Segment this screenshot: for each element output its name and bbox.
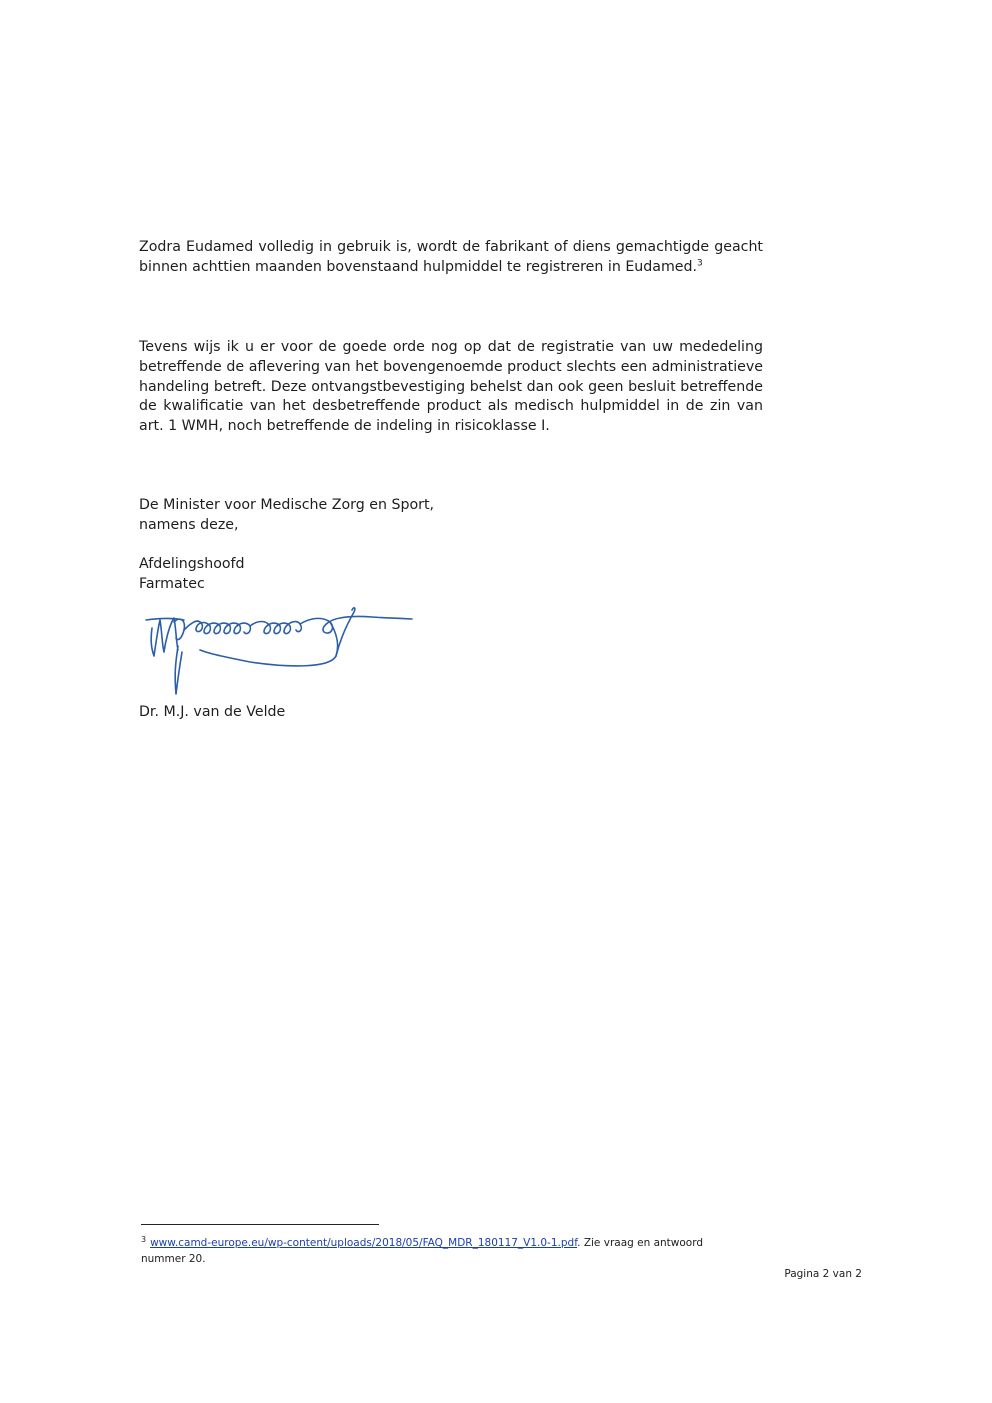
footnote-reference: 3: [697, 258, 703, 269]
paragraph-registration-notice: Tevens wijs ik u er voor de goede orde nog op dat de registratie van uw mededeling betreffende de aflevering van het bovengenoemde product slechts een administratieve handeling betreft. Deze ontvangstbevestiging behelst dan ook geen besluit betreffende de kwalificatie van het desbetreffende product als medisch hulpmiddel in de zin van art. 1 WMH, noch betreffende de indeling in risicoklasse I.: [139, 339, 763, 435]
page-number: Pagina 2 van 2: [784, 1268, 862, 1280]
department-block: [139, 555, 245, 595]
closing-on-behalf-line: namens deze,: [139, 516, 239, 533]
paragraph-eudamed-registration: [139, 238, 763, 278]
department-title: Afdelingshoofd: [139, 556, 245, 572]
signatory-name: Dr. M.J. van de Velde: [139, 704, 286, 720]
footnote-divider: [141, 1224, 379, 1225]
footnote-number: 3: [141, 1234, 147, 1244]
department-name: Farmatec: [139, 575, 205, 592]
footnote-text: . Zie vraag en antwoord nummer 20.: [141, 1237, 704, 1265]
footnote: [141, 1236, 741, 1267]
closing-minister-line: De Minister voor Medische Zorg en Sport,: [139, 497, 435, 513]
paragraph-eudamed-text: Zodra Eudamed volledig in gebruik is, wordt de fabrikant of diens gemachtigde geacht binnen achttien maanden bovenstaand hulpmiddel te registreren in Eudamed.: [139, 239, 763, 275]
closing-block: [139, 496, 434, 536]
footnote-link[interactable]: www.camd-europe.eu/wp-content/uploads/2018/05/FAQ_MDR_180117_V1.0-1.pdf: [150, 1237, 578, 1249]
handwritten-signature: [140, 598, 420, 698]
